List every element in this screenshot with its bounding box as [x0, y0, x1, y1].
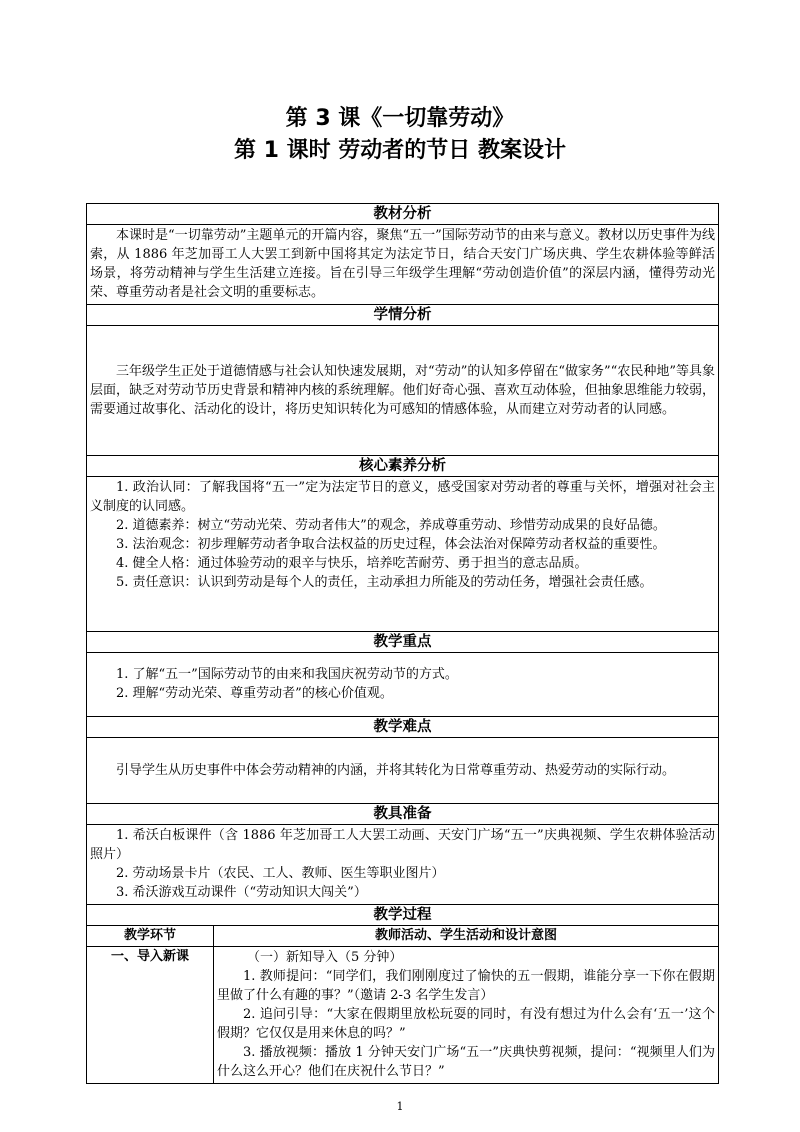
activity-item: 1. 教师提问：“同学们，我们刚刚度过了愉快的五一假期，谁能分享一下你在假期里做了什么有趣的事？”（邀请 2-3 名学生发言） [217, 969, 715, 1003]
key-point-item: 2. 理解“劳动光荣、尊重劳动者”的核心价值观。 [116, 686, 393, 701]
section-heading-students: 学情分析 [87, 305, 719, 326]
difficulty [87, 738, 719, 804]
material-analysis [87, 225, 719, 305]
page-number: 1 [396, 1100, 404, 1113]
section-heading-literacy: 核心素养分析 [87, 456, 719, 477]
teaching-tools [87, 825, 719, 905]
literacy-item: 5. 责任意识：认识到劳动是每个人的责任，主动承担力所能及的劳动任务，增强社会责任感。 [116, 575, 653, 590]
tool-item: 3. 希沃游戏互动课件（“劳动知识大闯关”） [116, 885, 367, 900]
section-heading-difficulty: 教学难点 [87, 717, 719, 738]
section-heading-key-points: 教学重点 [87, 632, 719, 653]
tool-item: 2. 劳动场景卡片（农民、工人、教师、医生等职业图片） [116, 866, 445, 881]
literacy-item: 3. 法治观念：初步理解劳动者争取合法权益的历史过程，体会法治对保障劳动者权益的重要性。 [116, 537, 666, 552]
student-analysis [87, 326, 719, 456]
column-header-activities: 教师活动、学生活动和设计意图 [214, 926, 719, 947]
key-point-item: 1. 了解“五一”国际劳动节的由来和我国庆祝劳动节的方式。 [116, 667, 458, 682]
section-heading-process: 教学过程 [87, 905, 719, 926]
section-heading-tools: 教具准备 [87, 804, 719, 825]
activity-item: 2. 追问引导：“大家在假期里放松玩耍的同时，有没有想过为什么会有‘五一’这个假期？它仅仅是用来休息的吗？” [217, 1007, 715, 1041]
literacy-item: 1. 政治认同：了解我国将“五一”定为法定节日的意义，感受国家对劳动者的尊重与关怀，增强对社会主义制度的认同感。 [90, 480, 715, 514]
stage-intro: 一、导入新课 [87, 947, 214, 1084]
literacy-item: 4. 健全人格：通过体验劳动的艰辛与快乐，培养吃苦耐劳、勇于担当的意志品质。 [116, 556, 588, 571]
lesson-plan-table [86, 203, 719, 1084]
material-text: 本课时是“一切靠劳动”主题单元的开篇内容，聚焦“五一”国际劳动节的由来与意义。教材以历史事件为线索，从 1886 年芝加哥工人大罢工到新中国将其定为法定节日，结合天安门广场庆典、学生农耕体验等鲜活场景，将劳动精神与学生生活建立连接。旨在引导三年级学生理解“劳动创造价值”的深层内涵，懂得劳动光荣、尊重劳动者是社会文明的重要标志。 [90, 228, 715, 300]
sub-heading: （一）新知导入（5 分钟） [247, 950, 403, 965]
literacy-item: 2. 道德素养：树立“劳动光荣、劳动者伟大”的观念，养成尊重劳动、珍惜劳动成果的良好品德。 [116, 518, 666, 533]
tool-item: 1. 希沃白板课件（含 1886 年芝加哥工人大罢工动画、天安门广场“五一”庆典视频、学生农耕体验活动照片） [90, 828, 715, 862]
difficulty-text: 引导学生从历史事件中体会劳动精神的内涵，并将其转化为日常尊重劳动、热爱劳动的实际行动。 [116, 762, 676, 778]
activity-item: 3. 播放视频：播放 1 分钟天安门广场“五一”庆典快剪视频，提问：“视频里人们为什么这么开心？他们在庆祝什么节日？” [217, 1045, 715, 1079]
section-heading-material: 教材分析 [87, 204, 719, 225]
lesson-title: 第 3 课《一切靠劳动》 [285, 106, 515, 131]
stage-intro-activities [214, 947, 719, 1084]
key-points [87, 653, 719, 717]
lesson-subtitle: 第 1 课时 劳动者的节日 教案设计 [234, 138, 566, 163]
literacy-analysis [87, 477, 719, 632]
students-text: 三年级学生正处于道德情感与社会认知快速发展期，对“劳动”的认知多停留在“做家务”“农民种地”等具象层面，缺乏对劳动节历史背景和精神内核的系统理解。他们好奇心强、喜欢互动体验，但抽象思维能力较弱，需要通过故事化、活动化的设计，将历史知识转化为可感知的情感体验，从而建立对劳动者的认同感。 [90, 363, 715, 417]
column-header-stage: 教学环节 [87, 926, 214, 947]
